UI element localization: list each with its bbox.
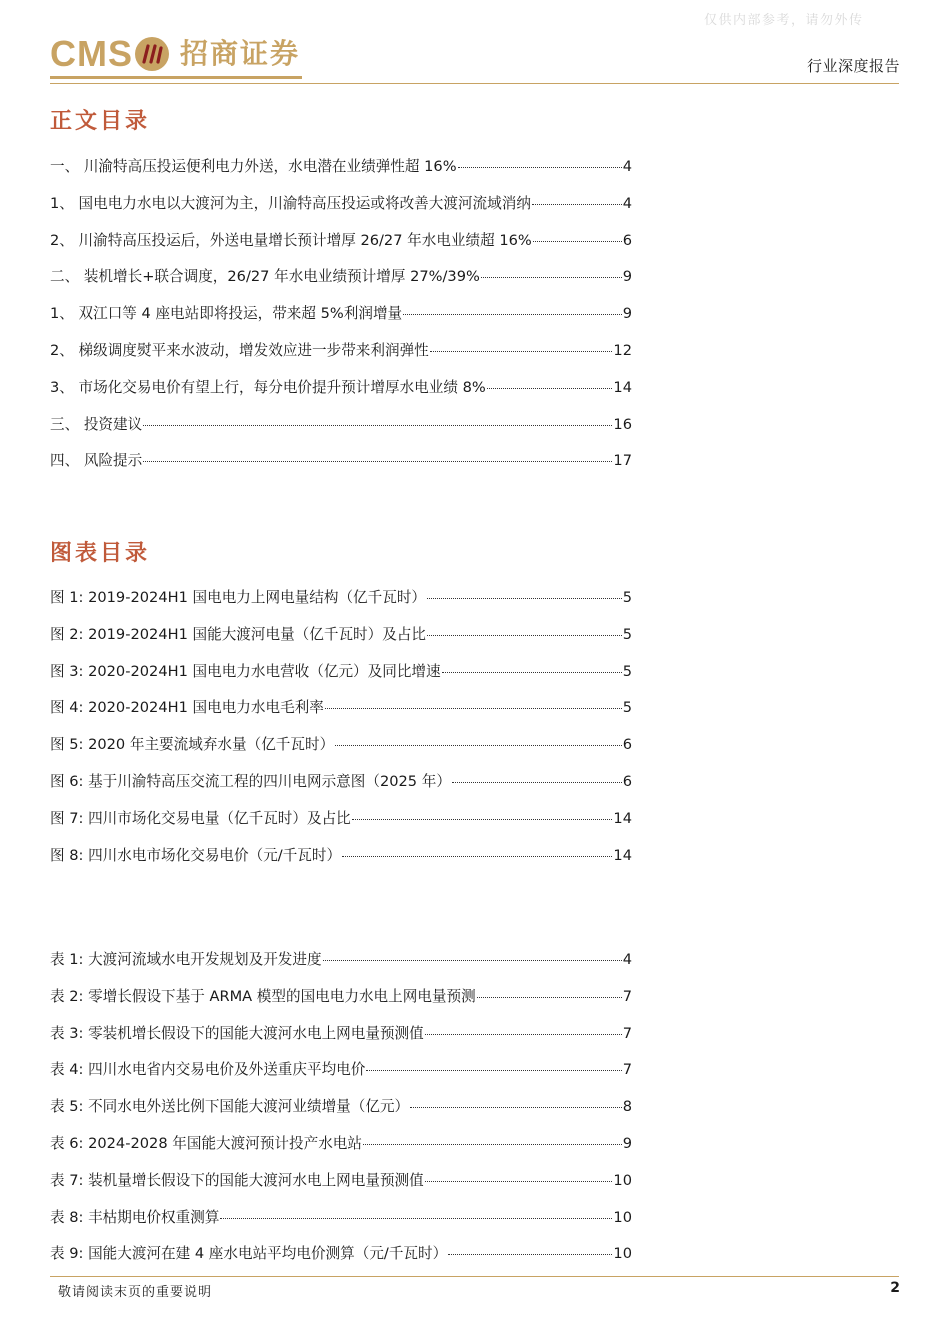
toc-entry-label: 表 7: 装机量增长假设下的国能大渡河水电上网电量预测值 (50, 1171, 424, 1189)
toc-entry-page: 10 (613, 1208, 632, 1226)
toc-entry-label: 二、 装机增长+联合调度，26/27 年水电业绩预计增厚 27%/39% (50, 268, 480, 286)
toc-entry[interactable] (50, 660, 632, 697)
toc-entry-page: 4 (622, 194, 632, 212)
toc-entry-page: 6 (622, 231, 632, 249)
footer-divider (50, 1276, 899, 1277)
toc-entry-page: 9 (622, 305, 632, 323)
toc-entry-page: 14 (613, 378, 632, 396)
toc-entry-page: 12 (613, 341, 632, 359)
toc-dot-leader (325, 708, 622, 709)
toc-entry-label: 表 9: 国能大渡河在建 4 座水电站平均电价测算（元/千瓦时） (50, 1245, 448, 1263)
toc-entry-page: 16 (613, 415, 632, 433)
figure-toc-list (50, 586, 632, 880)
toc-dot-leader (410, 1107, 622, 1108)
toc-entry[interactable] (50, 302, 632, 339)
toc-entry-label: 表 1: 大渡河流域水电开发规划及开发进度 (50, 951, 322, 968)
toc-dot-leader (533, 241, 622, 242)
toc-entry-label: 表 4: 四川水电省内交易电价及外送重庆平均电价 (50, 1061, 366, 1079)
toc-dot-leader (487, 388, 613, 389)
main-toc-title: 正文目录 (50, 108, 151, 134)
toc-entry[interactable] (50, 192, 632, 229)
toc-entry-page: 14 (613, 846, 632, 864)
toc-entry-label: 图 2: 2019-2024H1 国能大渡河电量（亿千瓦时）及占比 (50, 625, 427, 643)
toc-entry-page: 14 (613, 809, 632, 827)
toc-entry-page: 6 (622, 736, 632, 754)
toc-dot-leader (143, 461, 612, 462)
toc-entry[interactable] (50, 1095, 632, 1132)
toc-entry-page: 7 (622, 1024, 632, 1042)
toc-entry[interactable] (50, 586, 632, 623)
toc-entry-label: 图 8: 四川水电市场化交易电价（元/千瓦时） (50, 846, 342, 864)
toc-entry[interactable] (50, 985, 632, 1022)
toc-entry[interactable] (50, 1022, 632, 1059)
toc-entry[interactable] (50, 155, 632, 192)
toc-entry-label: 1、 双江口等 4 座电站即将投运，带来超 5%利润增量 (50, 305, 403, 323)
toc-entry-label: 一、 川渝特高压投运便利电力外送，水电潜在业绩弹性超 16% (50, 158, 457, 175)
toc-dot-leader (363, 1144, 622, 1145)
toc-entry-label: 表 6: 2024-2028 年国能大渡河预计投产水电站 (50, 1134, 362, 1152)
toc-entry-label: 三、 投资建议 (50, 415, 143, 433)
toc-dot-leader (220, 1218, 612, 1219)
toc-entry-label: 图 6: 基于川渝特高压交流工程的四川电网示意图（2025 年） (50, 772, 451, 790)
toc-dot-leader (352, 819, 613, 820)
toc-entry-label: 2、 梯级调度熨平来水波动，增发效应进一步带来利润弹性 (50, 341, 429, 359)
toc-entry-page: 7 (622, 1061, 632, 1079)
toc-dot-leader (143, 425, 612, 426)
toc-entry[interactable] (50, 844, 632, 881)
toc-entry[interactable] (50, 1169, 632, 1206)
toc-dot-leader (366, 1070, 621, 1071)
confidential-watermark: 仅供内部参考，请勿外传 (704, 13, 864, 28)
toc-entry[interactable] (50, 1132, 632, 1169)
toc-dot-leader (452, 782, 622, 783)
toc-entry-label: 2、 川渝特高压投运后，外送电量增长预计增厚 26/27 年水电业绩超 16% (50, 231, 532, 249)
toc-dot-leader (425, 1181, 613, 1182)
toc-dot-leader (448, 1254, 612, 1255)
toc-entry[interactable] (50, 1206, 632, 1243)
toc-entry-page: 5 (622, 699, 632, 717)
logo-text-cn: 招商证券 (180, 37, 301, 70)
toc-dot-leader (481, 277, 622, 278)
toc-entry[interactable] (50, 1242, 632, 1279)
toc-entry-page: 5 (622, 589, 632, 606)
report-type-label: 行业深度报告 (806, 57, 900, 75)
toc-entry[interactable] (50, 948, 632, 985)
toc-dot-leader (477, 997, 622, 998)
table-toc-list (50, 948, 632, 1279)
main-toc-list (50, 155, 632, 486)
logo-underline (50, 76, 302, 79)
page-number: 2 (890, 1280, 900, 1296)
toc-entry[interactable] (50, 733, 632, 770)
toc-entry-label: 表 3: 零装机增长假设下的国能大渡河水电上网电量预测值 (50, 1024, 424, 1042)
toc-entry-page: 17 (613, 452, 632, 470)
footer-disclaimer: 敬请阅读末页的重要说明 (58, 1285, 213, 1300)
toc-entry-label: 四、 风险提示 (50, 452, 143, 470)
toc-dot-leader (425, 1034, 622, 1035)
toc-dot-leader (427, 635, 622, 636)
toc-dot-leader (335, 745, 622, 746)
toc-entry[interactable] (50, 449, 632, 486)
figure-toc-title: 图表目录 (50, 540, 151, 566)
toc-entry-label: 图 7: 四川市场化交易电量（亿千瓦时）及占比 (50, 809, 351, 827)
toc-entry-page: 4 (622, 951, 632, 968)
toc-entry-label: 3、 市场化交易电价有望上行，每分电价提升预计增厚水电业绩 8% (50, 378, 486, 396)
toc-entry-page: 10 (613, 1245, 632, 1263)
toc-entry-label: 图 1: 2019-2024H1 国电电力上网电量结构（亿千瓦时） (50, 589, 427, 606)
toc-entry[interactable] (50, 1058, 632, 1095)
toc-entry-label: 图 5: 2020 年主要流域弃水量（亿千瓦时） (50, 736, 335, 754)
toc-entry-page: 7 (622, 987, 632, 1005)
toc-entry-label: 图 3: 2020-2024H1 国电电力水电营收（亿元）及同比增速 (50, 662, 441, 680)
toc-entry-label: 表 2: 零增长假设下基于 ARMA 模型的国电电力水电上网电量预测 (50, 987, 476, 1005)
toc-entry-page: 4 (622, 158, 632, 175)
toc-dot-leader (458, 167, 622, 168)
toc-entry-page: 6 (622, 772, 632, 790)
toc-entry[interactable] (50, 413, 632, 450)
toc-entry[interactable] (50, 265, 632, 302)
toc-entry-page: 5 (622, 625, 632, 643)
toc-dot-leader (427, 598, 622, 599)
toc-entry-page: 9 (622, 1134, 632, 1152)
header-divider (50, 83, 899, 84)
toc-dot-leader (323, 960, 622, 961)
toc-entry[interactable] (50, 770, 632, 807)
toc-entry-page: 10 (613, 1171, 632, 1189)
toc-entry[interactable] (50, 229, 632, 266)
toc-entry-label: 图 4: 2020-2024H1 国电电力水电毛利率 (50, 699, 324, 717)
toc-dot-leader (532, 204, 622, 205)
toc-entry[interactable] (50, 807, 632, 844)
logo-text-en: CMS (50, 33, 133, 74)
toc-dot-leader (430, 351, 613, 352)
toc-entry[interactable] (50, 623, 632, 660)
toc-entry-page: 9 (622, 268, 632, 286)
toc-entry[interactable] (50, 376, 632, 413)
toc-entry-page: 8 (622, 1098, 632, 1116)
toc-dot-leader (403, 314, 622, 315)
toc-entry[interactable] (50, 339, 632, 376)
toc-entry[interactable] (50, 696, 632, 733)
toc-entry-page: 5 (622, 662, 632, 680)
logo-badge-icon (134, 36, 170, 72)
toc-entry-label: 表 8: 丰枯期电价权重测算 (50, 1208, 220, 1226)
toc-entry-label: 1、 国电电力水电以大渡河为主，川渝特高压投运或将改善大渡河流域消纳 (50, 194, 531, 212)
toc-dot-leader (442, 672, 622, 673)
toc-dot-leader (342, 856, 612, 857)
toc-entry-label: 表 5: 不同水电外送比例下国能大渡河业绩增量（亿元） (50, 1098, 410, 1116)
